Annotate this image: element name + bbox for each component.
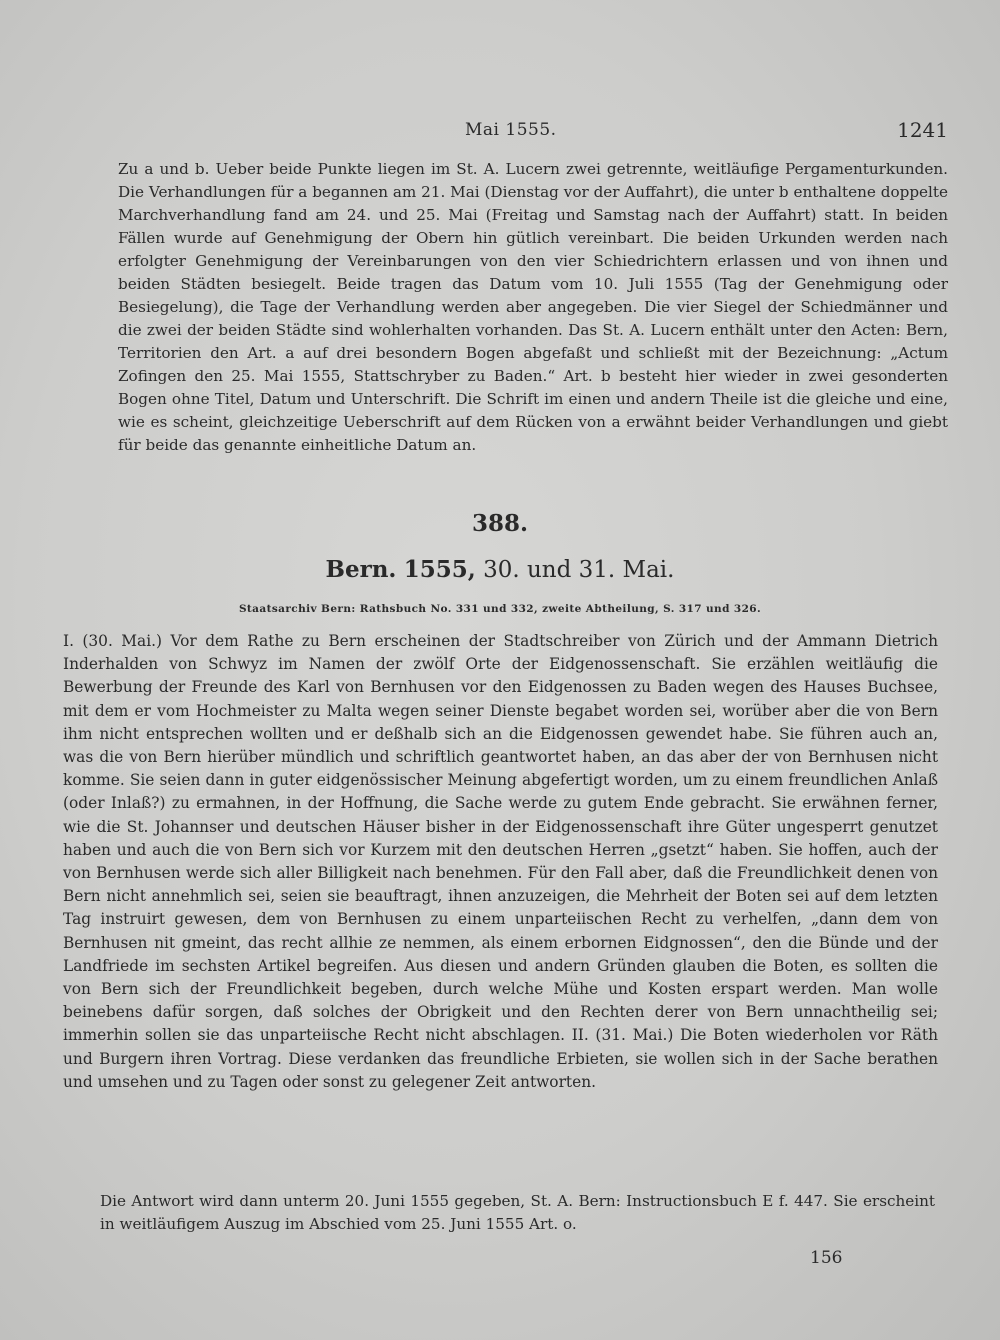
- intro-paragraph: Zu a und b. Ueber beide Punkte liegen im St. A. Lucern zwei getrennte, weitläufige Pergamenturkunden. Die Verhandlungen für a begannen am 21. Mai (Dienstag vor der Auffahrt), die unter b enthaltene doppelte Marchverhandlung fand am 24. und 25. Mai (Freitag und Samstag nach der Auffahrt) statt. In beiden Fällen wurde auf Genehmigung der Obern hin gütlich vereinbart. Die beiden Urkunden werden nach erfolgter Genehmigung der Vereinbarungen von den vier Schiedrichtern erlassen und von ihnen und beiden Städten besiegelt. Beide tragen das Datum vom 10. Juli 1555 (Tag der Genehmigung oder Besiegelung), die Tage der Verhandlung werden aber angegeben. Die vier Siegel der Schiedmänner und die zwei der beiden Städte sind wohlerhalten vorhanden. Das St. A. Lucern enthält unter den Acten: Bern, Territorien den Art. a auf drei besondern Bogen abgefaßt und schließt mit der Bezeichnung: „Actum Zofingen den 25. Mai 1555, Stattschryber zu Baden.“ Art. b besteht hier wieder in zwei gesonderten Bogen ohne Titel, Datum und Unterschrift. Die Schrift im einen und andern Theile ist die gleiche und eine, wie es scheint, gleichzeitige Ueberschrift auf dem Rücken von a erwähnt beider Verhandlungen und giebt für beide das genannte einheitliche Datum an.: [118, 160, 948, 454]
- entry-note: Die Antwort wird dann unterm 20. Juni 1555 gegeben, St. A. Bern: Instructionsbuch E f. 447. Sie erscheint in weitläufigem Auszug im Abschied vom 25. Juni 1555 Art. o.: [100, 1192, 935, 1233]
- entry-body: I. (30. Mai.) Vor dem Rathe zu Bern erscheinen der Stadtschreiber von Zürich und der Ammann Dietrich Inderhalden von Schwyz im Namen der zwölf Orte der Eidgenossenschaft. Sie erzählen weitläufig die Bewerbung der Freunde des Karl von Bernhusen vor den Eidgenossen zu Baden wegen des Hauses Buchsee, mit dem er vom Hochmeister zu Malta wegen seiner Dienste begabet worden sei, worüber aber die von Bern ihm nicht entsprechen wollten und er deßhalb sich an die Eidgenossen gewendet habe. Sie führen auch an, was die von Bern hierüber mündlich und schriftlich geantwortet haben, an das aber der von Bernhusen nicht komme. Sie seien dann in guter eidgenössischer Meinung abgefertigt worden, um zu einem freundlichen Anlaß (oder Inlaß?) zu ermahnen, in der Hoffnung, die Sache werde zu gutem Ende gebracht. Sie erwähnen ferner, wie die St. Johannser und deutschen Häuser bisher in der Eidgenossenschaft ihre Güter ungesperrt genutzet haben und auch die von Bern sich vor Kurzem mit den deutschen Herren „gsetzt“ haben. Sie hoffen, auch der von Bernhusen werde sich aller Billigkeit nach benehmen. Für den Fall aber, daß die Freundlichkeit denen von Bern nicht annehmlich sei, seien sie beauftragt, ihnen anzuzeigen, die Mehrheit der Boten sei auf dem letzten Tag instruirt gewesen, dem von Bernhusen zu einem unparteiischen Recht zu verhelfen, „dann dem von Bernhusen nit gmeint, das recht allhie ze nemmen, als einem erbornen Eidgnossen“, den die Bünde und der Landfriede im sechsten Artikel begreifen. Aus diesen und andern Gründen glauben die Boten, es sollten die von Bern sich der Freundlichkeit begeben, durch welche Mühe und Kosten erspart werden. Man wolle beinebens dafür sorgen, daß solches der Obrigkeit und den Rechten derer von Bern unnachtheilig sei; immerhin sollen sie das unparteiische Recht nicht abschlagen. II. (31. Mai.) Die Boten wiederholen vor Räth und Burgern ihren Vortrag. Diese verdanken das freundliche Erbieten, sie wollen sich in der Sache berathen und umsehen und zu Tagen oder sonst zu gelegener Zeit antworten.: [63, 632, 938, 1091]
- entry-source: Staatsarchiv Bern: Rathsbuch No. 331 und 332, zweite Abtheilung, S. 317 und 326.: [238, 603, 762, 615]
- entry-title: [0, 556, 1000, 583]
- running-head-date: Mai 1555.: [465, 120, 557, 140]
- entry-year: 1555,: [403, 556, 476, 583]
- entry-number: 388.: [471, 510, 529, 537]
- running-head: [120, 118, 950, 148]
- page-number-bottom: 156: [810, 1248, 843, 1268]
- entry-place: Bern.: [325, 556, 397, 583]
- page-number-top: 1241: [897, 118, 948, 142]
- entry-days: 30. und 31. Mai.: [483, 557, 675, 583]
